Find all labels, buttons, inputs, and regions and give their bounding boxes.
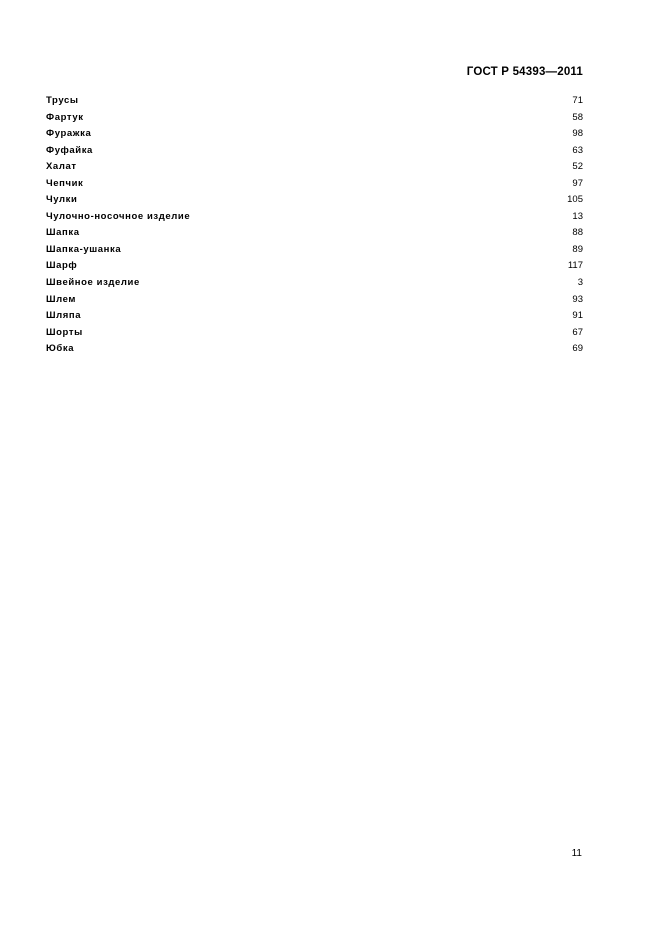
index-row xyxy=(46,292,583,309)
page-number: 11 xyxy=(571,848,582,859)
index-page-number: 98 xyxy=(572,128,583,140)
index-term: Юбка xyxy=(46,343,75,355)
index-row xyxy=(46,159,583,176)
index-term: Чепчик xyxy=(46,177,84,189)
index-term: Трусы xyxy=(46,95,79,106)
index-page-number: 97 xyxy=(572,177,583,189)
index-term: Фуфайка xyxy=(46,144,93,156)
index-row xyxy=(46,258,583,275)
index-term: Чулки xyxy=(46,194,78,206)
index-page-number: 3 xyxy=(577,277,583,289)
index-row xyxy=(46,143,583,160)
index-term: Шапка-ушанка xyxy=(46,243,122,255)
index-row xyxy=(46,225,583,242)
index-page-number: 89 xyxy=(572,243,583,255)
document-code-header: ГОСТ Р 54393—2011 xyxy=(466,66,583,78)
index-page-number: 71 xyxy=(572,95,583,106)
index-page-number: 105 xyxy=(567,194,583,206)
index-term: Фартук xyxy=(46,111,84,123)
index-term: Шапка xyxy=(46,227,80,239)
index-row xyxy=(46,308,583,325)
index-page-number: 58 xyxy=(572,111,583,123)
index-term: Шлем xyxy=(46,293,77,305)
index-row xyxy=(46,341,583,358)
index-row xyxy=(46,192,583,209)
index-row xyxy=(46,110,583,127)
index-row xyxy=(46,325,583,342)
index-page-number: 117 xyxy=(567,260,583,272)
index-term: Швейное изделие xyxy=(46,277,140,289)
index-row xyxy=(46,242,583,259)
index-term: Шарф xyxy=(46,260,78,272)
index-page-number: 13 xyxy=(572,210,583,222)
term-index-list xyxy=(46,93,583,358)
index-page-number: 91 xyxy=(572,310,583,322)
index-term: Фуражка xyxy=(46,128,92,140)
index-row xyxy=(46,93,583,110)
index-page-number: 63 xyxy=(572,144,583,156)
index-row xyxy=(46,126,583,143)
index-row xyxy=(46,275,583,292)
index-page-number: 52 xyxy=(572,161,583,173)
index-page-number: 69 xyxy=(572,343,583,355)
index-term: Шорты xyxy=(46,326,83,338)
index-row xyxy=(46,209,583,226)
index-page-number: 67 xyxy=(572,326,583,338)
index-term: Халат xyxy=(46,161,77,173)
index-row xyxy=(46,176,583,193)
index-page-number: 88 xyxy=(572,227,583,239)
index-term: Чулочно-носочное изделие xyxy=(46,210,191,222)
index-page-number: 93 xyxy=(572,293,583,305)
index-term: Шляпа xyxy=(46,310,82,322)
